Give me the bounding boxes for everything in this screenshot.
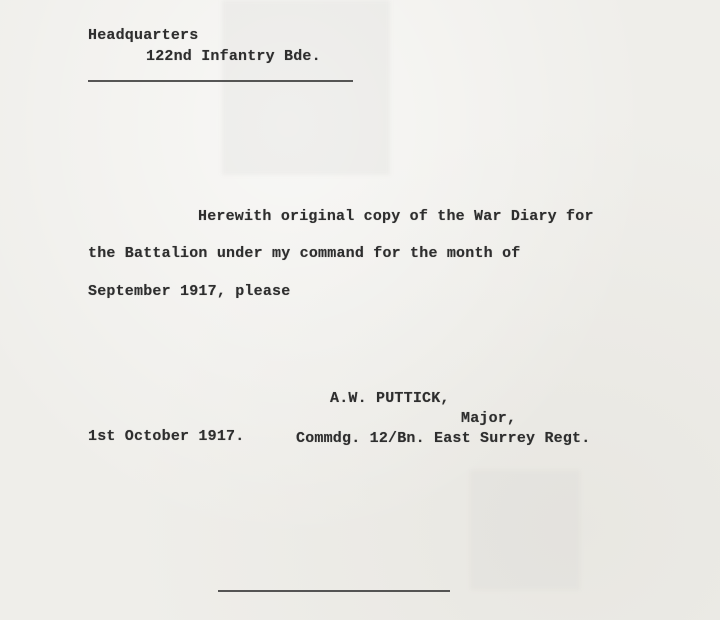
body-line-3: September 1917, please: [88, 283, 291, 300]
body-line-2: the Battalion under my command for the month of: [88, 245, 521, 262]
signatory-rank: Major,: [461, 410, 517, 427]
bleed-through-mark: [222, 0, 390, 175]
body-line-1: Herewith original copy of the War Diary for: [198, 208, 594, 225]
signatory-name: A.W. PUTTICK,: [330, 390, 450, 407]
signatory-unit: Commdg. 12/Bn. East Surrey Regt.: [296, 430, 591, 447]
closing-rule: [218, 590, 450, 592]
addressee-line-1: Headquarters: [88, 27, 199, 44]
addressee-underline: [88, 80, 353, 82]
addressee-line-2: 122nd Infantry Bde.: [146, 48, 321, 65]
bleed-through-mark: [470, 470, 580, 590]
letter-date: 1st October 1917.: [88, 428, 245, 445]
